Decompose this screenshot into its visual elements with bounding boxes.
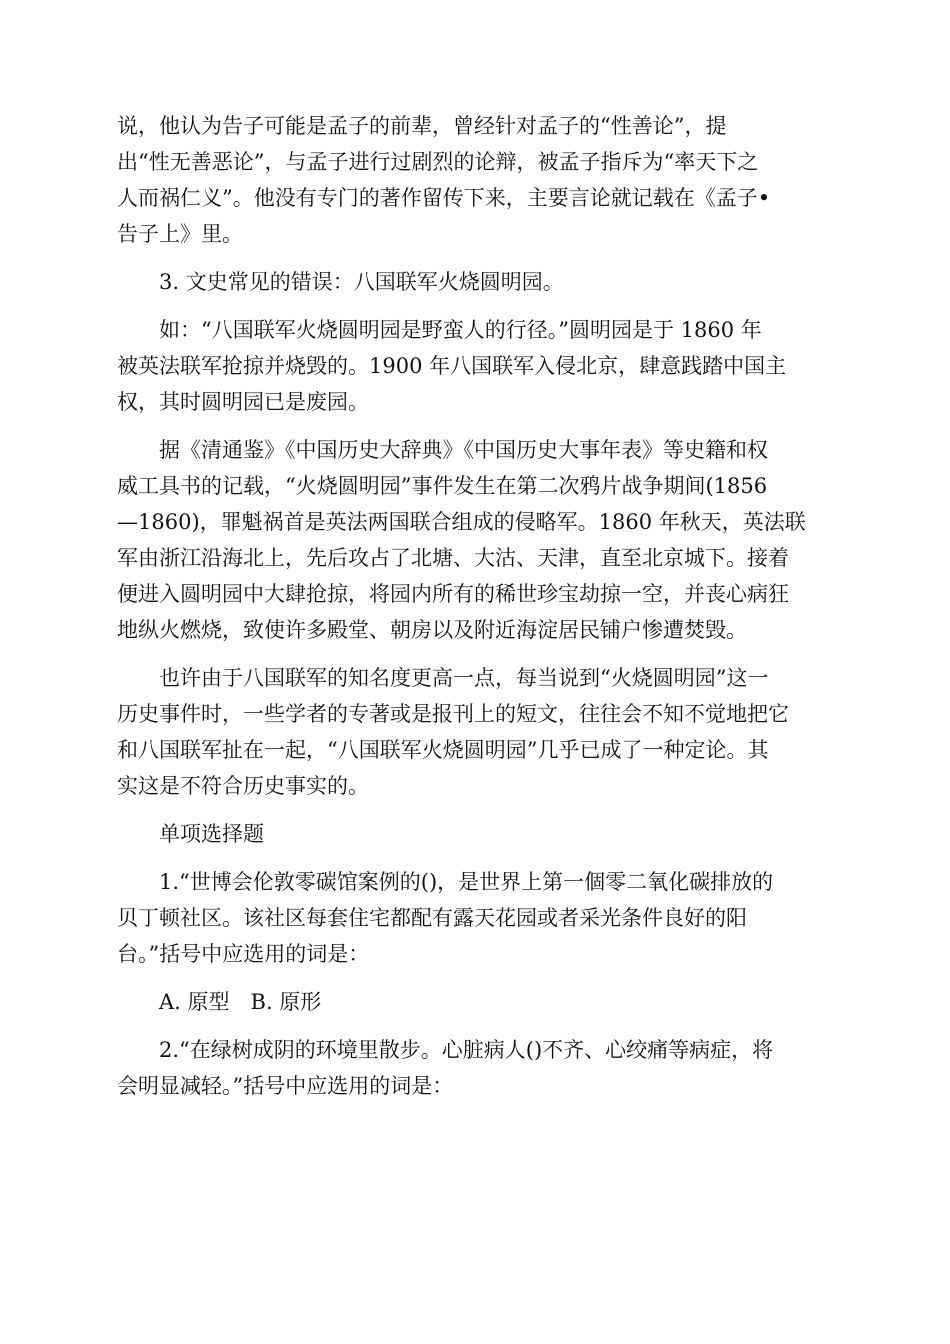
text-line: 威工具书的记载，“火烧圆明园”事件发生在第二次鸦片战争期间(1856: [117, 474, 768, 498]
text-line: 2.“在绿树成阴的环境里散步。心脏病人()不齐、心绞痛等病症，将: [159, 1038, 774, 1062]
text-line: A. 原型 B. 原形: [159, 990, 322, 1014]
text-line: —1860)，罪魁祸首是英法两国联合组成的侵略军。1860 年秋天，英法联: [117, 510, 806, 534]
text-line: 如：“八国联军火烧圆明园是野蛮人的行径。”圆明园是于 1860 年: [159, 318, 762, 342]
text-line: 便进入圆明园中大肆抢掠，将园内所有的稀世珍宝劫掠一空，并丧心病狂: [117, 582, 789, 606]
document-page: [117, 108, 833, 1116]
paragraph-gaozi: [117, 108, 833, 252]
text-line: 也许由于八国联军的知名度更高一点，每当说到“火烧圆明园”这一: [159, 666, 769, 690]
text-line: 军由浙江沿海北上，先后攻占了北塘、大沽、天津，直至北京城下。接着: [117, 546, 789, 570]
text-line: 历史事件时，一些学者的专著或是报刊上的短文，往往会不知不觉地把它: [117, 702, 789, 726]
text-line: 出“性无善恶论”，与孟子进行过剧烈的论辩，被孟子指斥为“率天下之: [117, 150, 759, 174]
paragraph-historical-records: [117, 432, 833, 648]
paragraph-example: [117, 312, 833, 420]
text-line: 告子上》里。: [117, 222, 243, 246]
text-line: 人而祸仁义”。他没有专门的著作留传下来，主要言论就记载在《孟子•: [117, 186, 771, 210]
text-line: 单项选择题: [159, 822, 264, 846]
text-line: 被英法联军抢掠并烧毁的。1900 年八国联军入侵北京，肆意践踏中国主: [117, 354, 787, 378]
question-1: [117, 864, 833, 972]
text-line: 实这是不符合历史事实的。: [117, 774, 369, 798]
text-line: 1.“世博会伦敦零碳馆案例的()，是世界上第一個零二氧化碳排放的: [159, 870, 774, 894]
question-2: [117, 1032, 833, 1104]
text-line: 据《清通鉴》《中国历史大辞典》《中国历史大事年表》等史籍和权: [159, 438, 768, 462]
text-line: 贝丁顿社区。该社区每套住宅都配有露天花园或者采光条件良好的阳: [117, 906, 747, 930]
paragraph-misconception: [117, 660, 833, 804]
text-line: 和八国联军扯在一起，“八国联军火烧圆明园”几乎已成了一种定论。其: [117, 738, 769, 762]
paragraph-item-3-heading: [117, 264, 833, 300]
text-line: 3. 文史常见的错误：八国联军火烧圆明园。: [159, 270, 564, 294]
text-line: 说，他认为告子可能是孟子的前辈，曾经针对孟子的“性善论”，提: [117, 114, 727, 138]
section-heading-single-choice: [117, 816, 833, 852]
text-line: 台。”括号中应选用的词是：: [117, 942, 370, 966]
question-1-options: [117, 984, 833, 1020]
text-line: 地纵火燃烧，致使许多殿堂、朝房以及附近海淀居民铺户惨遭焚毁。: [117, 618, 747, 642]
text-line: 权，其时圆明园已是废园。: [117, 390, 369, 414]
text-line: 会明显减轻。”括号中应选用的词是：: [117, 1074, 454, 1098]
